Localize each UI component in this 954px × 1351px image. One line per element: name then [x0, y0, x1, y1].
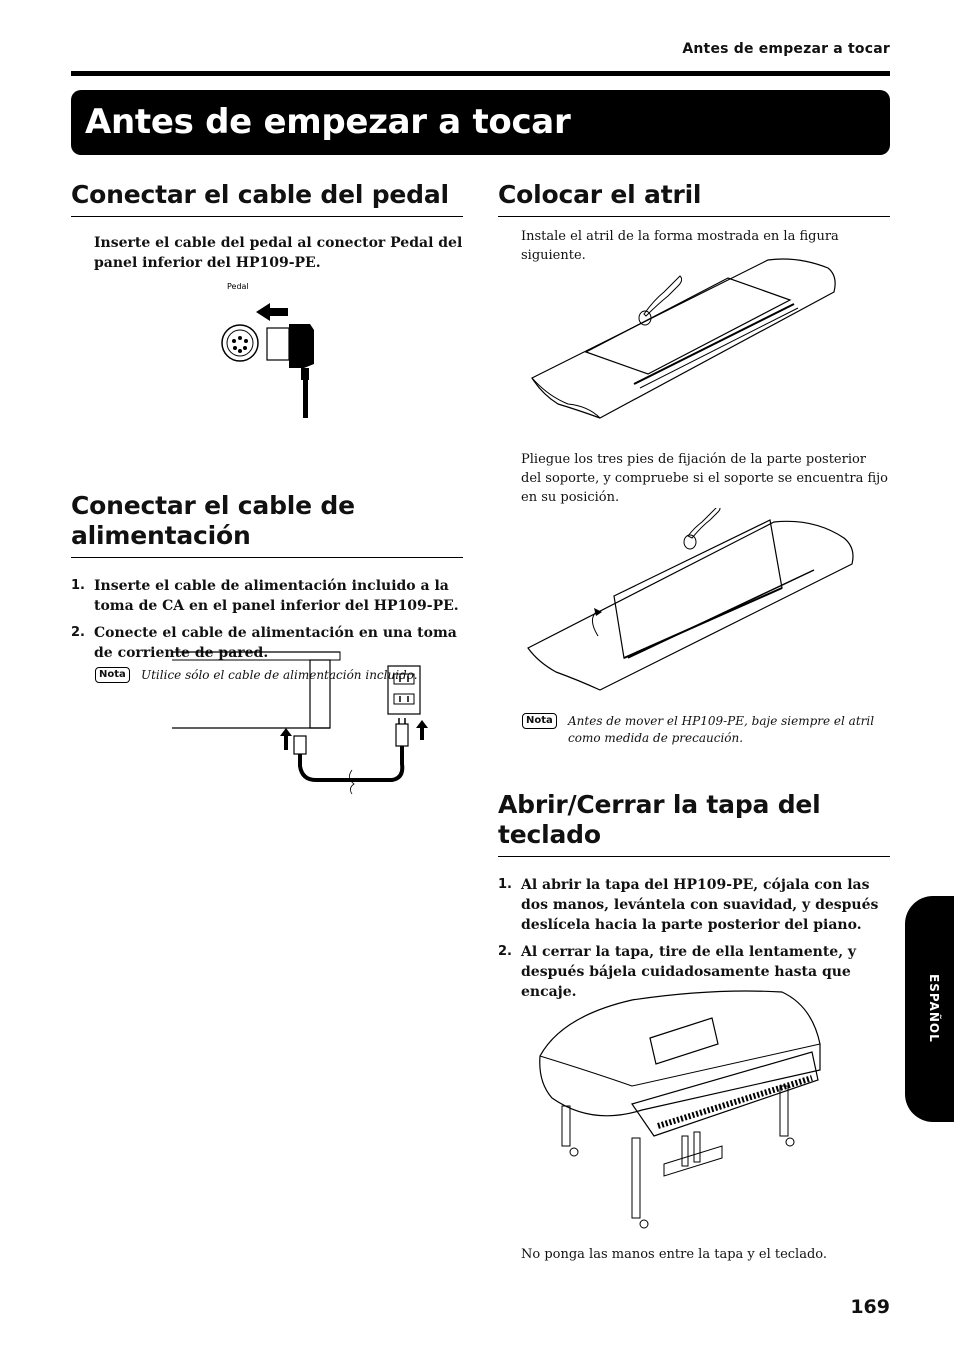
page-title: Antes de empezar a tocar — [85, 102, 571, 142]
language-side-tab — [905, 896, 954, 1122]
power-step-1: 1. Inserte el cable de alimentación incluido a la toma de CA en el panel inferior del HP109-PE. — [71, 578, 459, 614]
lid-step-2: 2. Al cerrar la tapa, tire de ella lentamente, y después bájela cuidadosamente hasta que encaje. — [498, 944, 857, 1000]
language-label: ESPAÑOL — [927, 974, 941, 1043]
pedal-label: Pedal — [227, 282, 249, 291]
stand-paragraph-1: Instale el atril de la forma mostrada en la figura siguiente. — [521, 229, 839, 263]
note-badge: Nota — [95, 667, 130, 683]
stand-paragraph-2: Pliegue los tres pies de fijación de la parte posterior del soporte, y compruebe si el soporte se encuentra fijo en su posición. — [521, 452, 888, 505]
heading-power: Conectar el cable de alimentación — [71, 491, 463, 558]
page-number: 169 — [850, 1296, 890, 1318]
pedal-connector-figure — [210, 278, 330, 423]
device-plug-icon — [294, 736, 306, 754]
pedal-instruction: Inserte el cable del pedal al conector Pedal del panel inferior del HP109-PE. — [94, 235, 463, 271]
arrow-up-icon — [280, 728, 292, 750]
music-stand-raised-figure — [524, 508, 858, 694]
music-stand-panel-raised — [614, 520, 782, 658]
running-header: Antes de empezar a tocar — [682, 41, 890, 57]
power-note: Nota Utilice sólo el cable de alimentación incluido. — [71, 667, 463, 684]
left-column — [71, 180, 463, 684]
pedal-plug-icon — [289, 324, 314, 368]
heading-lid: Abrir/Cerrar la tapa del teclado — [498, 790, 890, 857]
pedal-box — [664, 1146, 722, 1176]
power-step-2: 2. Conecte el cable de alimentación en una toma de corriente de pared. — [71, 625, 457, 661]
hand-icon — [644, 276, 682, 316]
arrow-left-icon — [256, 303, 288, 321]
note-badge-2: Nota — [522, 713, 557, 729]
wall-plug-icon — [396, 724, 408, 746]
music-stand-flat-figure — [528, 256, 840, 426]
hand-icon-2 — [688, 508, 720, 538]
arrow-up-icon-2 — [416, 720, 428, 740]
lid-step-1: 1. Al abrir la tapa del HP109-PE, cójala con las dos manos, levántela con suavidad, y después deslícela hacia la parte posterior del piano. — [498, 877, 879, 933]
music-stand-panel — [586, 278, 790, 374]
stand-note: Nota Antes de mover el HP109-PE, baje siempre el atril como medida de precaución. — [498, 713, 890, 747]
heading-pedal: Conectar el cable del pedal — [71, 180, 463, 217]
lid-caption: No ponga las manos entre la tapa y el teclado. — [521, 1247, 828, 1262]
rotate-arrow-icon — [594, 608, 602, 616]
heading-stand: Colocar el atril — [498, 180, 890, 217]
grand-piano-figure — [532, 986, 824, 1232]
wall-outlet-icon — [388, 666, 420, 714]
top-rule — [71, 71, 890, 76]
power-cable-figure — [170, 648, 430, 798]
title-bar — [71, 90, 890, 155]
